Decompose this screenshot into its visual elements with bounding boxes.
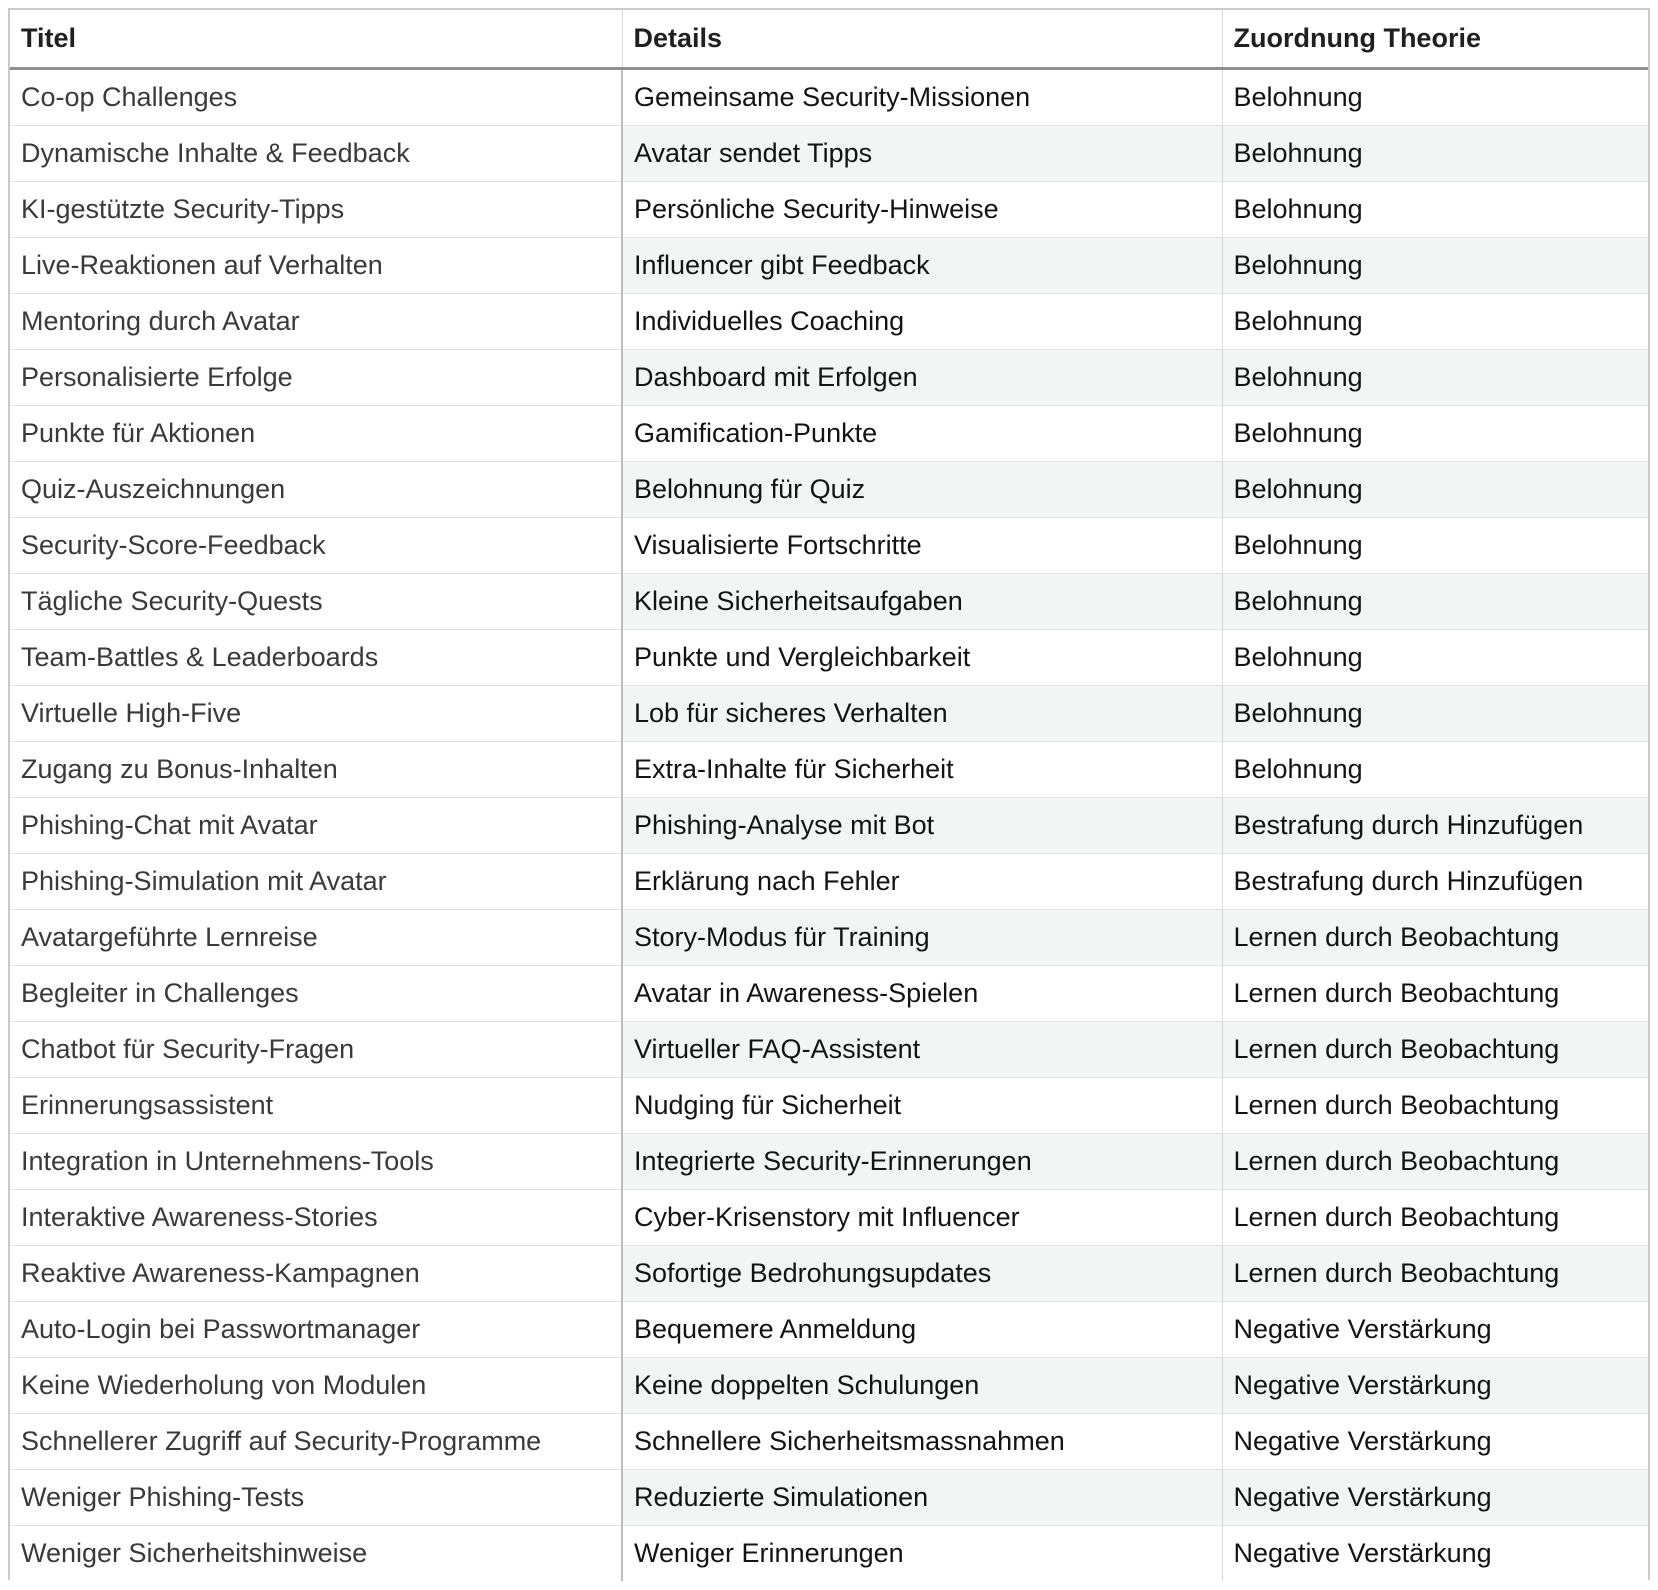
cell-titel: Security-Score-Feedback bbox=[10, 518, 622, 574]
table-body bbox=[10, 69, 1648, 1582]
cell-titel: Team-Battles & Leaderboards bbox=[10, 630, 622, 686]
cell-details: Extra-Inhalte für Sicherheit bbox=[622, 742, 1222, 798]
table-row[interactable] bbox=[10, 910, 1648, 966]
table-row[interactable] bbox=[10, 406, 1648, 462]
cell-details: Weniger Erinnerungen bbox=[622, 1526, 1222, 1582]
cell-titel: Reaktive Awareness-Kampagnen bbox=[10, 1246, 622, 1302]
cell-details: Integrierte Security-Erinnerungen bbox=[622, 1134, 1222, 1190]
cell-titel: Keine Wiederholung von Modulen bbox=[10, 1358, 622, 1414]
cell-zuordnung-theorie: Belohnung bbox=[1222, 406, 1648, 462]
cell-titel: Erinnerungsassistent bbox=[10, 1078, 622, 1134]
cell-details: Kleine Sicherheitsaufgaben bbox=[622, 574, 1222, 630]
cell-zuordnung-theorie: Belohnung bbox=[1222, 686, 1648, 742]
cell-zuordnung-theorie: Negative Verstärkung bbox=[1222, 1358, 1648, 1414]
table-row[interactable] bbox=[10, 1526, 1648, 1582]
column-header-zuordnung-theorie[interactable]: Zuordnung Theorie bbox=[1222, 10, 1648, 69]
cell-titel: Dynamische Inhalte & Feedback bbox=[10, 126, 622, 182]
table-row[interactable] bbox=[10, 574, 1648, 630]
cell-details: Keine doppelten Schulungen bbox=[622, 1358, 1222, 1414]
table-row[interactable] bbox=[10, 1414, 1648, 1470]
cell-details: Gemeinsame Security-Missionen bbox=[622, 69, 1222, 126]
cell-titel: Integration in Unternehmens-Tools bbox=[10, 1134, 622, 1190]
cell-titel: Avatargeführte Lernreise bbox=[10, 910, 622, 966]
cell-details: Nudging für Sicherheit bbox=[622, 1078, 1222, 1134]
cell-zuordnung-theorie: Belohnung bbox=[1222, 630, 1648, 686]
cell-titel: Phishing-Chat mit Avatar bbox=[10, 798, 622, 854]
cell-details: Virtueller FAQ-Assistent bbox=[622, 1022, 1222, 1078]
table-row[interactable] bbox=[10, 1190, 1648, 1246]
cell-details: Reduzierte Simulationen bbox=[622, 1470, 1222, 1526]
cell-zuordnung-theorie: Belohnung bbox=[1222, 294, 1648, 350]
cell-zuordnung-theorie: Belohnung bbox=[1222, 69, 1648, 126]
data-table bbox=[10, 10, 1648, 1581]
cell-zuordnung-theorie: Belohnung bbox=[1222, 182, 1648, 238]
table-row[interactable] bbox=[10, 518, 1648, 574]
cell-zuordnung-theorie: Lernen durch Beobachtung bbox=[1222, 1022, 1648, 1078]
header-row bbox=[10, 10, 1648, 69]
table-row[interactable] bbox=[10, 1078, 1648, 1134]
cell-details: Punkte und Vergleichbarkeit bbox=[622, 630, 1222, 686]
cell-titel: Personalisierte Erfolge bbox=[10, 350, 622, 406]
cell-zuordnung-theorie: Bestrafung durch Hinzufügen bbox=[1222, 798, 1648, 854]
table-row[interactable] bbox=[10, 69, 1648, 126]
cell-titel: Weniger Phishing-Tests bbox=[10, 1470, 622, 1526]
cell-zuordnung-theorie: Lernen durch Beobachtung bbox=[1222, 1190, 1648, 1246]
cell-details: Avatar sendet Tipps bbox=[622, 126, 1222, 182]
cell-details: Belohnung für Quiz bbox=[622, 462, 1222, 518]
cell-details: Dashboard mit Erfolgen bbox=[622, 350, 1222, 406]
cell-details: Lob für sicheres Verhalten bbox=[622, 686, 1222, 742]
table-row[interactable] bbox=[10, 1470, 1648, 1526]
cell-details: Cyber-Krisenstory mit Influencer bbox=[622, 1190, 1222, 1246]
cell-details: Phishing-Analyse mit Bot bbox=[622, 798, 1222, 854]
cell-titel: Quiz-Auszeichnungen bbox=[10, 462, 622, 518]
cell-details: Bequemere Anmeldung bbox=[622, 1302, 1222, 1358]
cell-zuordnung-theorie: Lernen durch Beobachtung bbox=[1222, 1246, 1648, 1302]
cell-details: Individuelles Coaching bbox=[622, 294, 1222, 350]
table-row[interactable] bbox=[10, 686, 1648, 742]
cell-titel: Live-Reaktionen auf Verhalten bbox=[10, 238, 622, 294]
cell-zuordnung-theorie: Lernen durch Beobachtung bbox=[1222, 910, 1648, 966]
table-row[interactable] bbox=[10, 1302, 1648, 1358]
cell-zuordnung-theorie: Lernen durch Beobachtung bbox=[1222, 966, 1648, 1022]
cell-zuordnung-theorie: Negative Verstärkung bbox=[1222, 1302, 1648, 1358]
cell-titel: Mentoring durch Avatar bbox=[10, 294, 622, 350]
cell-details: Erklärung nach Fehler bbox=[622, 854, 1222, 910]
cell-titel: Auto-Login bei Passwortmanager bbox=[10, 1302, 622, 1358]
table-row[interactable] bbox=[10, 966, 1648, 1022]
table-row[interactable] bbox=[10, 1246, 1648, 1302]
cell-titel: Zugang zu Bonus-Inhalten bbox=[10, 742, 622, 798]
cell-titel: Phishing-Simulation mit Avatar bbox=[10, 854, 622, 910]
cell-details: Sofortige Bedrohungsupdates bbox=[622, 1246, 1222, 1302]
table-row[interactable] bbox=[10, 294, 1648, 350]
cell-zuordnung-theorie: Belohnung bbox=[1222, 350, 1648, 406]
cell-titel: Tägliche Security-Quests bbox=[10, 574, 622, 630]
cell-details: Influencer gibt Feedback bbox=[622, 238, 1222, 294]
cell-zuordnung-theorie: Belohnung bbox=[1222, 518, 1648, 574]
column-header-titel[interactable]: Titel bbox=[10, 10, 622, 69]
cell-zuordnung-theorie: Belohnung bbox=[1222, 574, 1648, 630]
cell-titel: Weniger Sicherheitshinweise bbox=[10, 1526, 622, 1582]
cell-zuordnung-theorie: Lernen durch Beobachtung bbox=[1222, 1134, 1648, 1190]
cell-titel: Schnellerer Zugriff auf Security-Programme bbox=[10, 1414, 622, 1470]
table-row[interactable] bbox=[10, 182, 1648, 238]
table-row[interactable] bbox=[10, 630, 1648, 686]
table-row[interactable] bbox=[10, 742, 1648, 798]
cell-titel: Chatbot für Security-Fragen bbox=[10, 1022, 622, 1078]
cell-zuordnung-theorie: Negative Verstärkung bbox=[1222, 1470, 1648, 1526]
table-row[interactable] bbox=[10, 462, 1648, 518]
cell-zuordnung-theorie: Belohnung bbox=[1222, 462, 1648, 518]
cell-titel: KI-gestützte Security-Tipps bbox=[10, 182, 622, 238]
table-row[interactable] bbox=[10, 238, 1648, 294]
cell-details: Schnellere Sicherheitsmassnahmen bbox=[622, 1414, 1222, 1470]
data-table-frame bbox=[8, 8, 1650, 1580]
cell-details: Avatar in Awareness-Spielen bbox=[622, 966, 1222, 1022]
cell-zuordnung-theorie: Belohnung bbox=[1222, 126, 1648, 182]
cell-zuordnung-theorie: Lernen durch Beobachtung bbox=[1222, 1078, 1648, 1134]
table-header bbox=[10, 10, 1648, 69]
cell-details: Gamification-Punkte bbox=[622, 406, 1222, 462]
table-row[interactable] bbox=[10, 126, 1648, 182]
cell-zuordnung-theorie: Belohnung bbox=[1222, 742, 1648, 798]
cell-titel: Begleiter in Challenges bbox=[10, 966, 622, 1022]
column-header-details[interactable]: Details bbox=[622, 10, 1222, 69]
table-row[interactable] bbox=[10, 350, 1648, 406]
cell-details: Persönliche Security-Hinweise bbox=[622, 182, 1222, 238]
table-row[interactable] bbox=[10, 798, 1648, 854]
cell-zuordnung-theorie: Belohnung bbox=[1222, 238, 1648, 294]
cell-titel: Punkte für Aktionen bbox=[10, 406, 622, 462]
cell-details: Visualisierte Fortschritte bbox=[622, 518, 1222, 574]
table-row[interactable] bbox=[10, 1358, 1648, 1414]
cell-zuordnung-theorie: Bestrafung durch Hinzufügen bbox=[1222, 854, 1648, 910]
cell-titel: Co-op Challenges bbox=[10, 69, 622, 126]
table-row[interactable] bbox=[10, 1134, 1648, 1190]
cell-details: Story-Modus für Training bbox=[622, 910, 1222, 966]
table-row[interactable] bbox=[10, 854, 1648, 910]
cell-titel: Virtuelle High-Five bbox=[10, 686, 622, 742]
cell-titel: Interaktive Awareness-Stories bbox=[10, 1190, 622, 1246]
cell-zuordnung-theorie: Negative Verstärkung bbox=[1222, 1414, 1648, 1470]
cell-zuordnung-theorie: Negative Verstärkung bbox=[1222, 1526, 1648, 1582]
table-row[interactable] bbox=[10, 1022, 1648, 1078]
